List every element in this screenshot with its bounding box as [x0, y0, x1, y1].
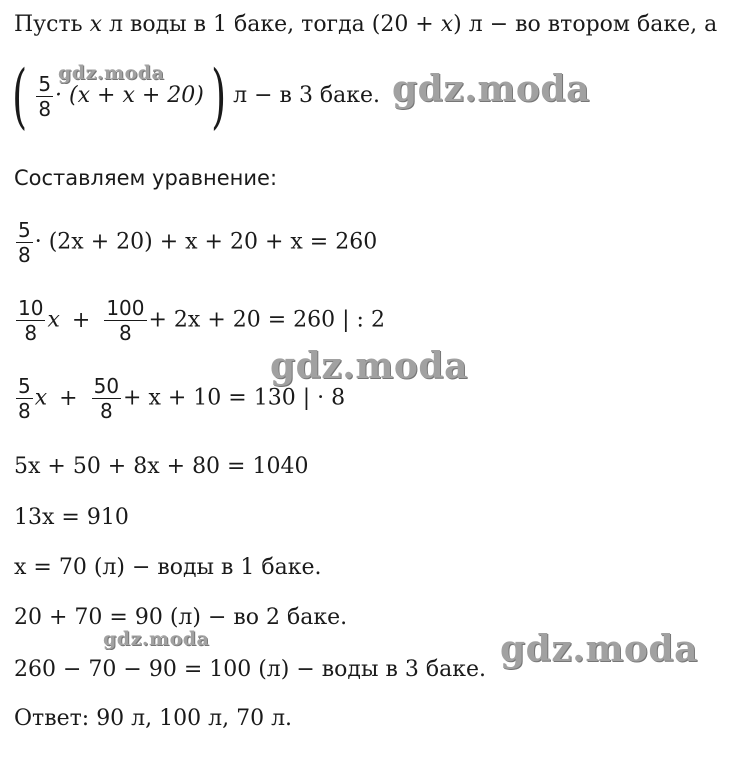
- intro-text-c: ) л − во втором баке, а: [453, 12, 718, 37]
- fraction: $\frac{10}{8}$: [18, 296, 44, 345]
- equation-5: 13x = 910: [14, 505, 129, 530]
- sum-expression: · (x + x + 20): [55, 83, 204, 108]
- variable-x: x: [47, 307, 60, 333]
- variable-x: x: [34, 385, 48, 411]
- intro-text-a: Пусть: [14, 12, 90, 37]
- equation-2: [14, 296, 385, 345]
- variable-x: x: [440, 12, 454, 37]
- intro-line: [14, 10, 717, 40]
- variable-x: x: [89, 12, 103, 37]
- plus-sign: +: [59, 385, 78, 411]
- equation-1: [14, 218, 377, 267]
- equation-heading: Составляем уравнение:: [14, 166, 278, 190]
- equation-2-rest: + 2x + 20 = 260 | : 2: [148, 307, 385, 333]
- result-tank-1: x = 70 (л) − воды в 1 баке.: [14, 555, 322, 580]
- equation-4: 5x + 50 + 8x + 80 = 1040: [14, 454, 309, 479]
- watermark: gdz.moda: [103, 628, 210, 650]
- result-tank-3: 260 − 70 − 90 = 100 (л) − воды в 3 баке.: [14, 657, 486, 682]
- equation-3-rest: + x + 10 = 130 | · 8: [123, 385, 346, 411]
- right-paren: ): [211, 55, 227, 137]
- equation-1-rest: · (2x + 20) + x + 20 + x = 260: [34, 229, 378, 255]
- watermark: gdz.moda: [58, 62, 165, 84]
- fraction: $\frac{100}{8}$: [106, 296, 145, 345]
- intro-text-b: л воды в 1 баке, тогда (20 +: [102, 12, 441, 37]
- third-tank-text: л − в 3 баке.: [226, 83, 381, 108]
- fraction: $\frac{5}{8}$: [18, 374, 31, 423]
- answer-line: Ответ: 90 л, 100 л, 70 л.: [14, 706, 293, 731]
- plus-sign: +: [71, 307, 91, 333]
- fraction: $\frac{5}{8}$: [18, 218, 31, 267]
- left-paren: (: [12, 55, 28, 137]
- fraction: $\frac{50}{8}$: [93, 374, 120, 423]
- watermark: gdz.moda: [392, 68, 590, 110]
- watermark: gdz.moda: [270, 345, 468, 387]
- result-tank-2: 20 + 70 = 90 (л) − во 2 баке.: [14, 605, 348, 630]
- fraction-5-8: $\frac{5}{8}$: [38, 71, 52, 121]
- watermark: gdz.moda: [500, 628, 698, 670]
